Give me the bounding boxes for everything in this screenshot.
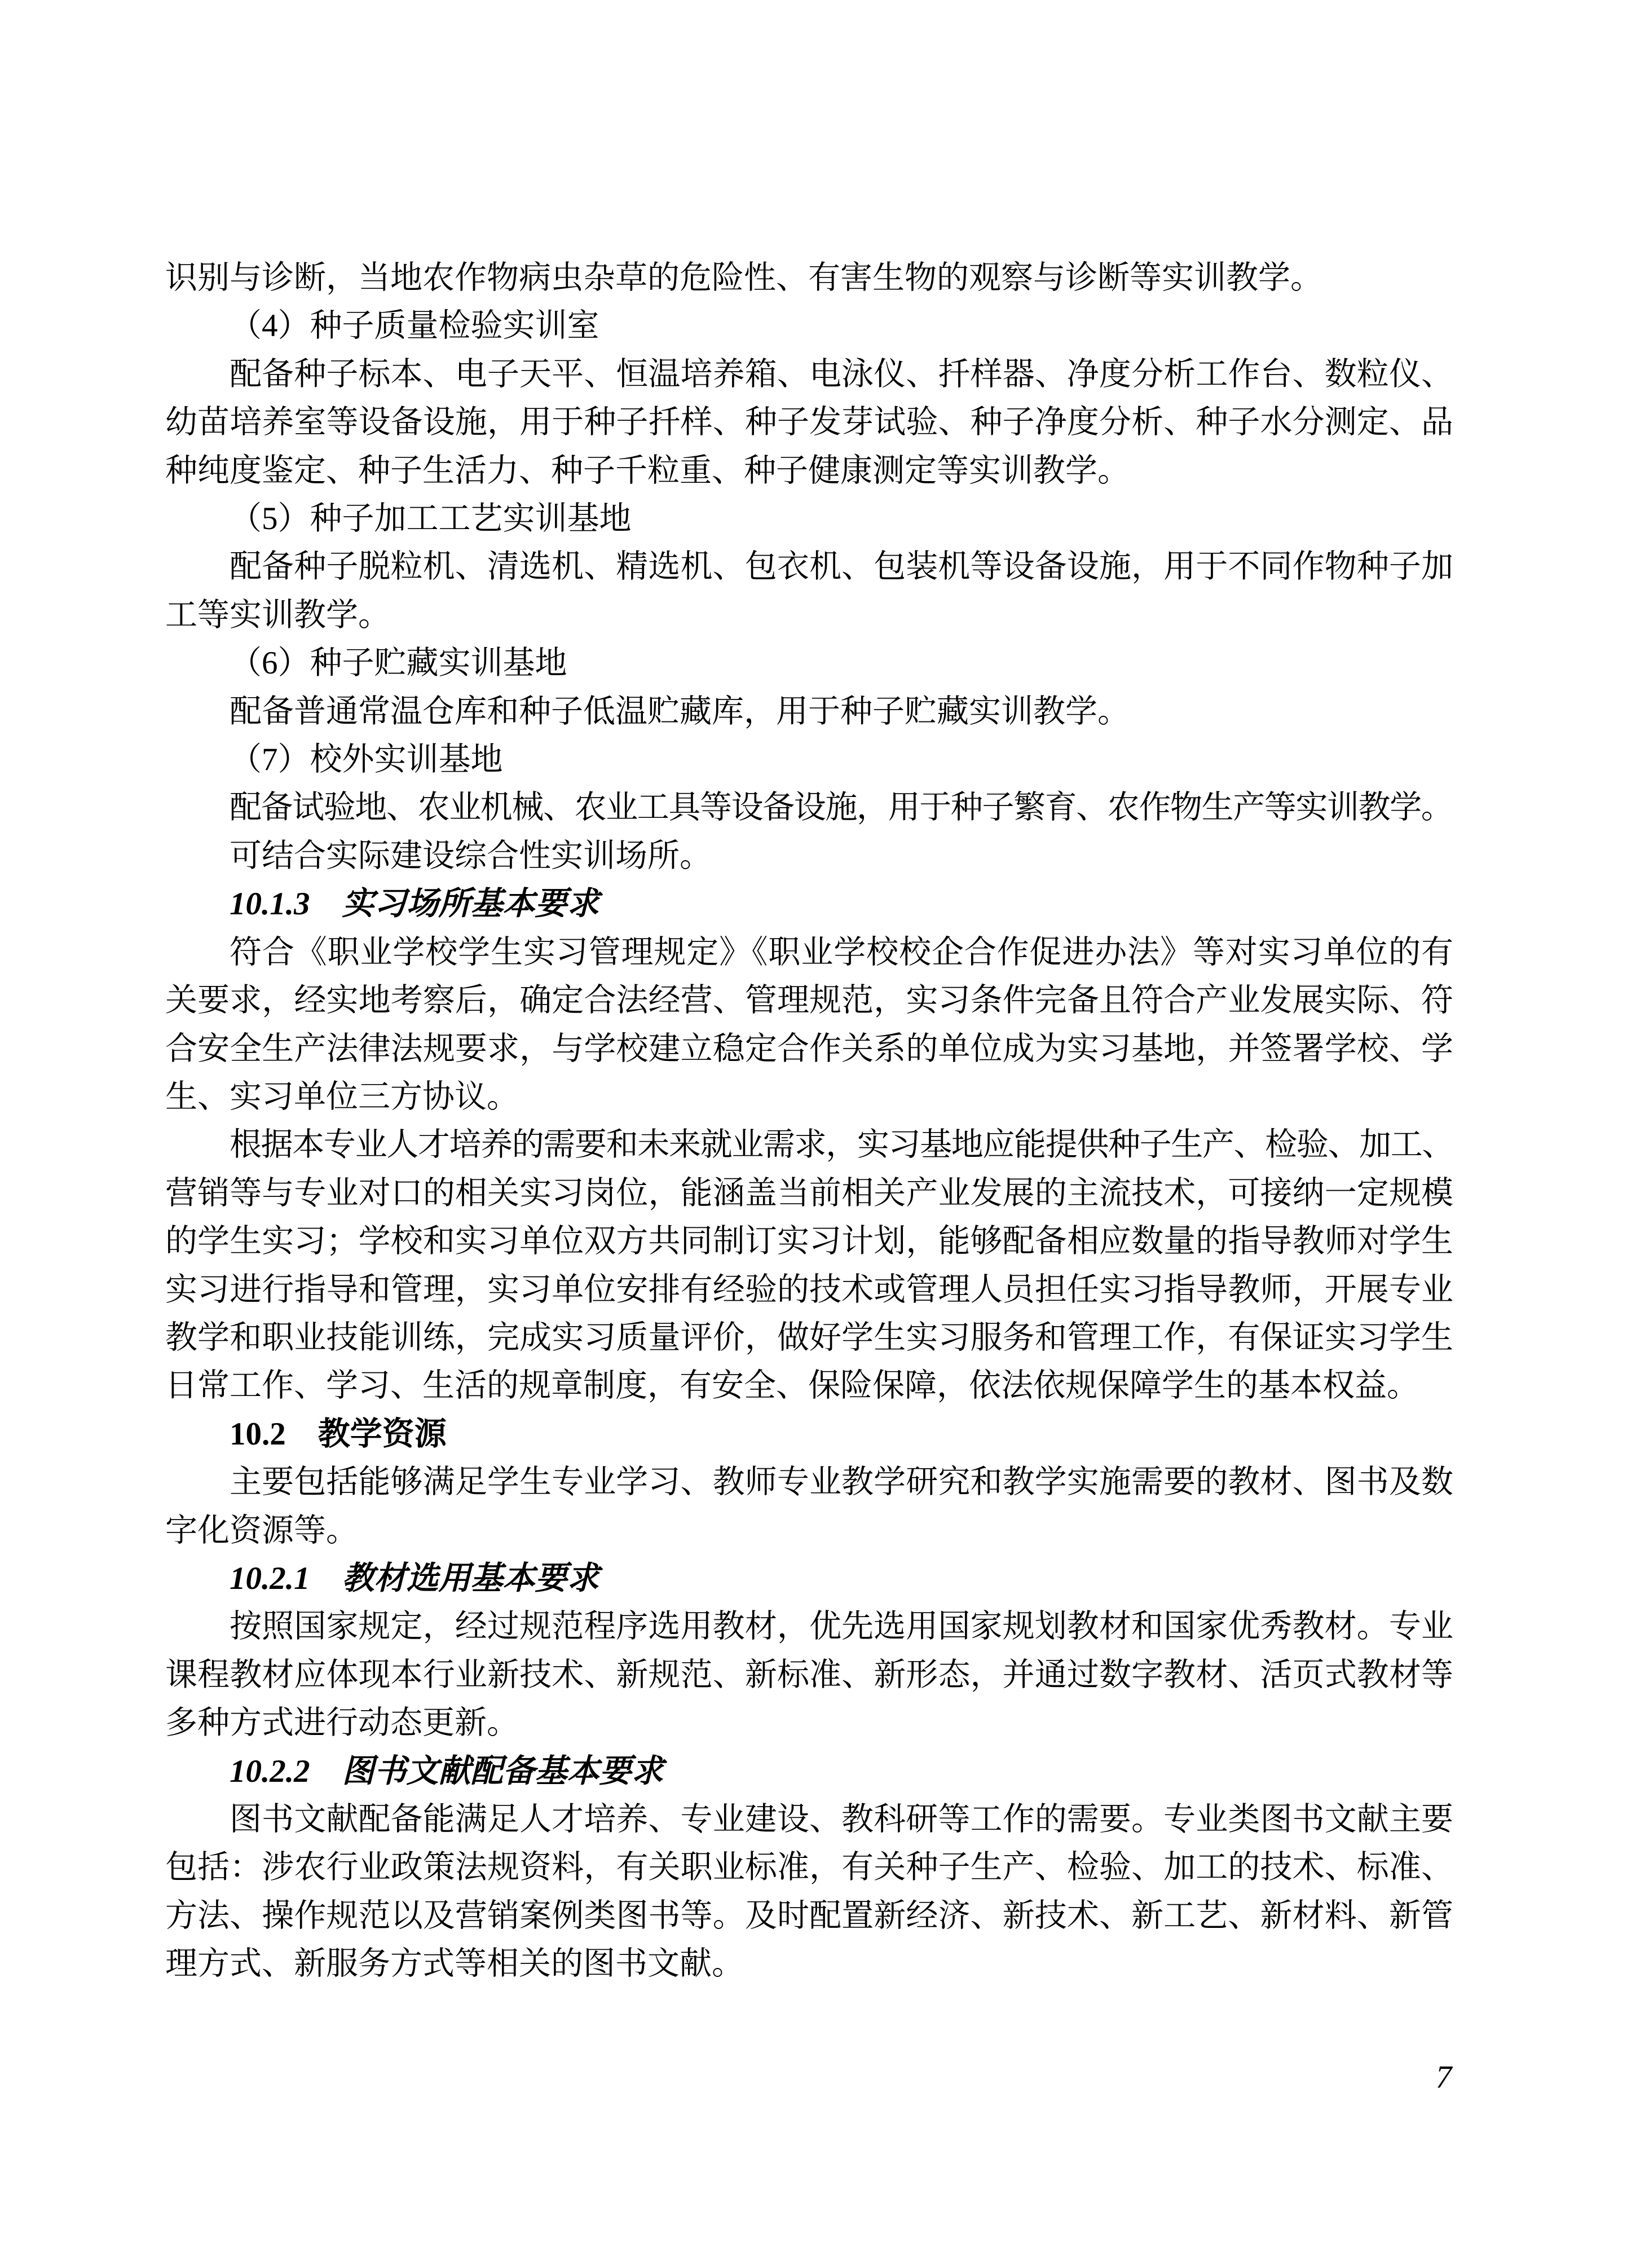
text-line: 配备试验地、农业机械、农业工具等设备设施，用于种子繁育、农作物生产等实训教学。 [230, 790, 1453, 826]
section-heading-10-2: 10.2 教学资源 [230, 1416, 447, 1452]
text-line: 理方式、新服务方式等相关的图书文献。 [165, 1946, 744, 1982]
text-line: 种纯度鉴定、种子生活力、种子千粒重、种子健康测定等实训教学。 [165, 452, 1130, 488]
text-line: 包括：涉农行业政策法规资料，有关职业标准，有关种子生产、检验、加工的技术、标准、 [165, 1849, 1453, 1886]
text-line: 可结合实际建设综合性实训场所。 [230, 838, 712, 874]
text-block [165, 254, 1453, 1988]
section-heading-10-2-2: 10.2.2 图书文献配备基本要求 [230, 1753, 664, 1789]
text-line: 符合《职业学校学生实习管理规定》《职业学校校企合作促进办法》等对实习单位的有 [230, 934, 1453, 970]
text-line: 关要求，经实地考察后，确定合法经营、管理规范，实习条件完备且符合产业发展实际、符 [165, 983, 1453, 1019]
section-heading-10-2-1: 10.2.1 教材选用基本要求 [230, 1560, 599, 1596]
text-line: 主要包括能够满足学生专业学习、教师专业教学研究和教学实施需要的教材、图书及数 [230, 1464, 1453, 1500]
text-line: 配备种子脱粒机、清选机、精选机、包衣机、包装机等设备设施，用于不同作物种子加 [230, 549, 1453, 585]
text-line: 实习进行指导和管理，实习单位安排有经验的技术或管理人员担任实习指导教师，开展专业 [165, 1271, 1453, 1307]
text-line: 营销等与专业对口的相关实习岗位，能涵盖当前相关产业发展的主流技术，可接纳一定规模 [165, 1175, 1453, 1211]
section-heading-10-1-3: 10.1.3 实习场所基本要求 [230, 886, 599, 922]
text-line: 识别与诊断，当地农作物病虫杂草的危险性、有害生物的观察与诊断等实训教学。 [165, 260, 1322, 296]
text-line: 图书文献配备能满足人才培养、专业建设、教科研等工作的需要。专业类图书文献主要 [230, 1802, 1453, 1837]
text-line: 根据本专业人才培养的需要和未来就业需求，实习基地应能提供种子生产、检验、加工、 [230, 1127, 1453, 1163]
text-line: 幼苗培养室等设备设施，用于种子扦样、种子发芽试验、种子净度分析、种子水分测定、品 [165, 404, 1453, 441]
list-item-6-title: （6）种子贮藏实训基地 [230, 645, 567, 681]
page-number: 7 [1435, 2059, 1452, 2095]
list-item-7-title: （7）校外实训基地 [230, 742, 503, 778]
text-line: 方法、操作规范以及营销案例类图书等。及时配置新经济、新技术、新工艺、新材料、新管 [165, 1897, 1453, 1934]
list-item-5-title: （5）种子加工工艺实训基地 [230, 501, 632, 537]
text-line: 按照国家规定，经过规范程序选用教材，优先选用国家规划教材和国家优秀教材。专业 [230, 1609, 1453, 1645]
text-line: 配备种子标本、电子天平、恒温培养箱、电泳仪、扦样器、净度分析工作台、数粒仪、 [230, 356, 1453, 392]
text-line: 生、实习单位三方协议。 [165, 1078, 519, 1115]
text-line: 多种方式进行动态更新。 [165, 1705, 519, 1741]
text-line: 配备普通常温仓库和种子低温贮藏库，用于种子贮藏实训教学。 [230, 693, 1130, 729]
text-line: 工等实训教学。 [165, 597, 390, 633]
text-line: 合安全生产法律法规要求，与学校建立稳定合作关系的单位成为实习基地，并签署学校、学 [165, 1030, 1453, 1067]
text-line: 日常工作、学习、生活的规章制度，有安全、保险保障，依法依规保障学生的基本权益。 [165, 1368, 1419, 1404]
text-line: 字化资源等。 [165, 1512, 358, 1548]
text-line: 课程教材应体现本行业新技术、新规范、新标准、新形态，并通过数字教材、活页式教材等 [165, 1657, 1453, 1693]
text-line: 教学和职业技能训练，完成实习质量评价，做好学生实习服务和管理工作，有保证实习学生 [165, 1319, 1453, 1355]
text-line: 的学生实习；学校和实习单位双方共同制订实习计划，能够配备相应数量的指导教师对学生 [165, 1223, 1453, 1259]
list-item-4-title: （4）种子质量检验实训室 [230, 308, 599, 344]
